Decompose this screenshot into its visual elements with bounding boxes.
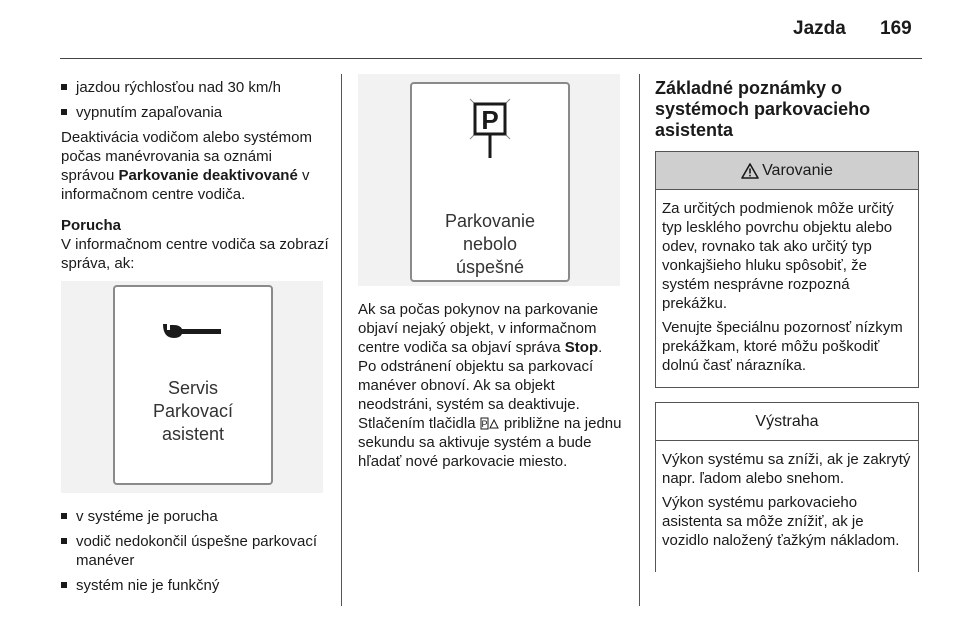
list-item: vypnutím zapaľovania bbox=[61, 103, 329, 122]
message-stop: Stop bbox=[564, 339, 599, 356]
bullet-marker bbox=[61, 109, 67, 115]
svg-text:P: P bbox=[481, 105, 499, 135]
list-item: systém nie je funkčný bbox=[61, 576, 329, 595]
fault-text: V informačnom centre vodiča sa zobrazí správa, ak: bbox=[61, 236, 329, 272]
stop-paragraph: Ak sa počas pokynov na parkovanie objaví nejaký objekt, v informačnom centre vodiča sa objaví správa Stop. Po odstránení objektu sa parkovací manéver obnoví. Ak sa objekt neodstráni, systém sa deaktivuje. Stlačením tlačidla P približne na jednu sekundu sa aktivuje systém a bude hľadať nové parkovacie miesto. bbox=[358, 301, 622, 470]
fault-heading: Porucha bbox=[61, 217, 122, 234]
svg-text:P: P bbox=[481, 419, 488, 429]
warning-box-body: Za určitých podmienok môže určitý typ lesklého povrchu objektu alebo odev, rovnako tak ako určitý typ vonkajšieho hluku spôsobiť, že systém nesprávne rozpozná prekážku. Venujte špeciálnu pozornosť nízkym prekážkam, ktoré môžu poškodiť dolnú časť nárazníka. bbox=[662, 200, 903, 374]
message-deactivated: Parkovanie deaktivované bbox=[118, 167, 298, 184]
deactivation-paragraph: Deaktivácia vodičom alebo systémom počas manévrovania sa oznámi správou Parkovanie deaktivované v informačnom centre vodiča. bbox=[61, 129, 312, 203]
middle-column bbox=[358, 74, 623, 477]
column-divider-right bbox=[639, 74, 640, 606]
right-column bbox=[655, 78, 919, 586]
page-number: 169 bbox=[880, 18, 912, 39]
section-title: Základné poznámky o systémoch parkovacieho asistenta bbox=[655, 78, 871, 140]
header-rule bbox=[60, 58, 922, 59]
caution-heading: Výstraha bbox=[755, 413, 819, 430]
bullet-marker bbox=[61, 582, 67, 588]
service-display-panel: Servis Parkovací asistent bbox=[113, 285, 273, 485]
parking-assist-button-icon bbox=[480, 417, 500, 430]
bullet-marker bbox=[61, 84, 67, 90]
left-column bbox=[61, 78, 329, 601]
bullet-marker bbox=[61, 513, 67, 519]
column-divider-left bbox=[341, 74, 342, 606]
warning-heading: Varovanie bbox=[762, 162, 833, 179]
list-item: vodič nedokončil úspešne parkovací manéver bbox=[61, 532, 329, 570]
warning-box-header bbox=[656, 152, 918, 190]
service-display-figure bbox=[61, 281, 323, 493]
warning-triangle-icon bbox=[741, 163, 759, 179]
running-header-title: Jazda bbox=[793, 18, 846, 39]
parking-display-figure bbox=[358, 74, 620, 286]
caution-box-header bbox=[656, 403, 918, 441]
wrench-icon bbox=[161, 321, 225, 341]
bullet-marker bbox=[61, 538, 67, 544]
warning-box bbox=[655, 151, 919, 388]
list-item: jazdou rýchlosťou nad 30 km/h bbox=[61, 78, 329, 97]
parking-sign-icon bbox=[467, 96, 513, 162]
parking-display-panel: P Parkovanie nebolo úspešné bbox=[410, 82, 570, 282]
list-item: v systéme je porucha bbox=[61, 507, 329, 526]
caution-box bbox=[655, 402, 919, 572]
caution-box-body: Výkon systému sa zníži, ak je zakrytý napr. ľadom alebo snehom. Výkon systému parkovacieho asistenta sa môže znížiť, ak je vozidlo naložený ťažkým nákladom. bbox=[662, 451, 911, 549]
